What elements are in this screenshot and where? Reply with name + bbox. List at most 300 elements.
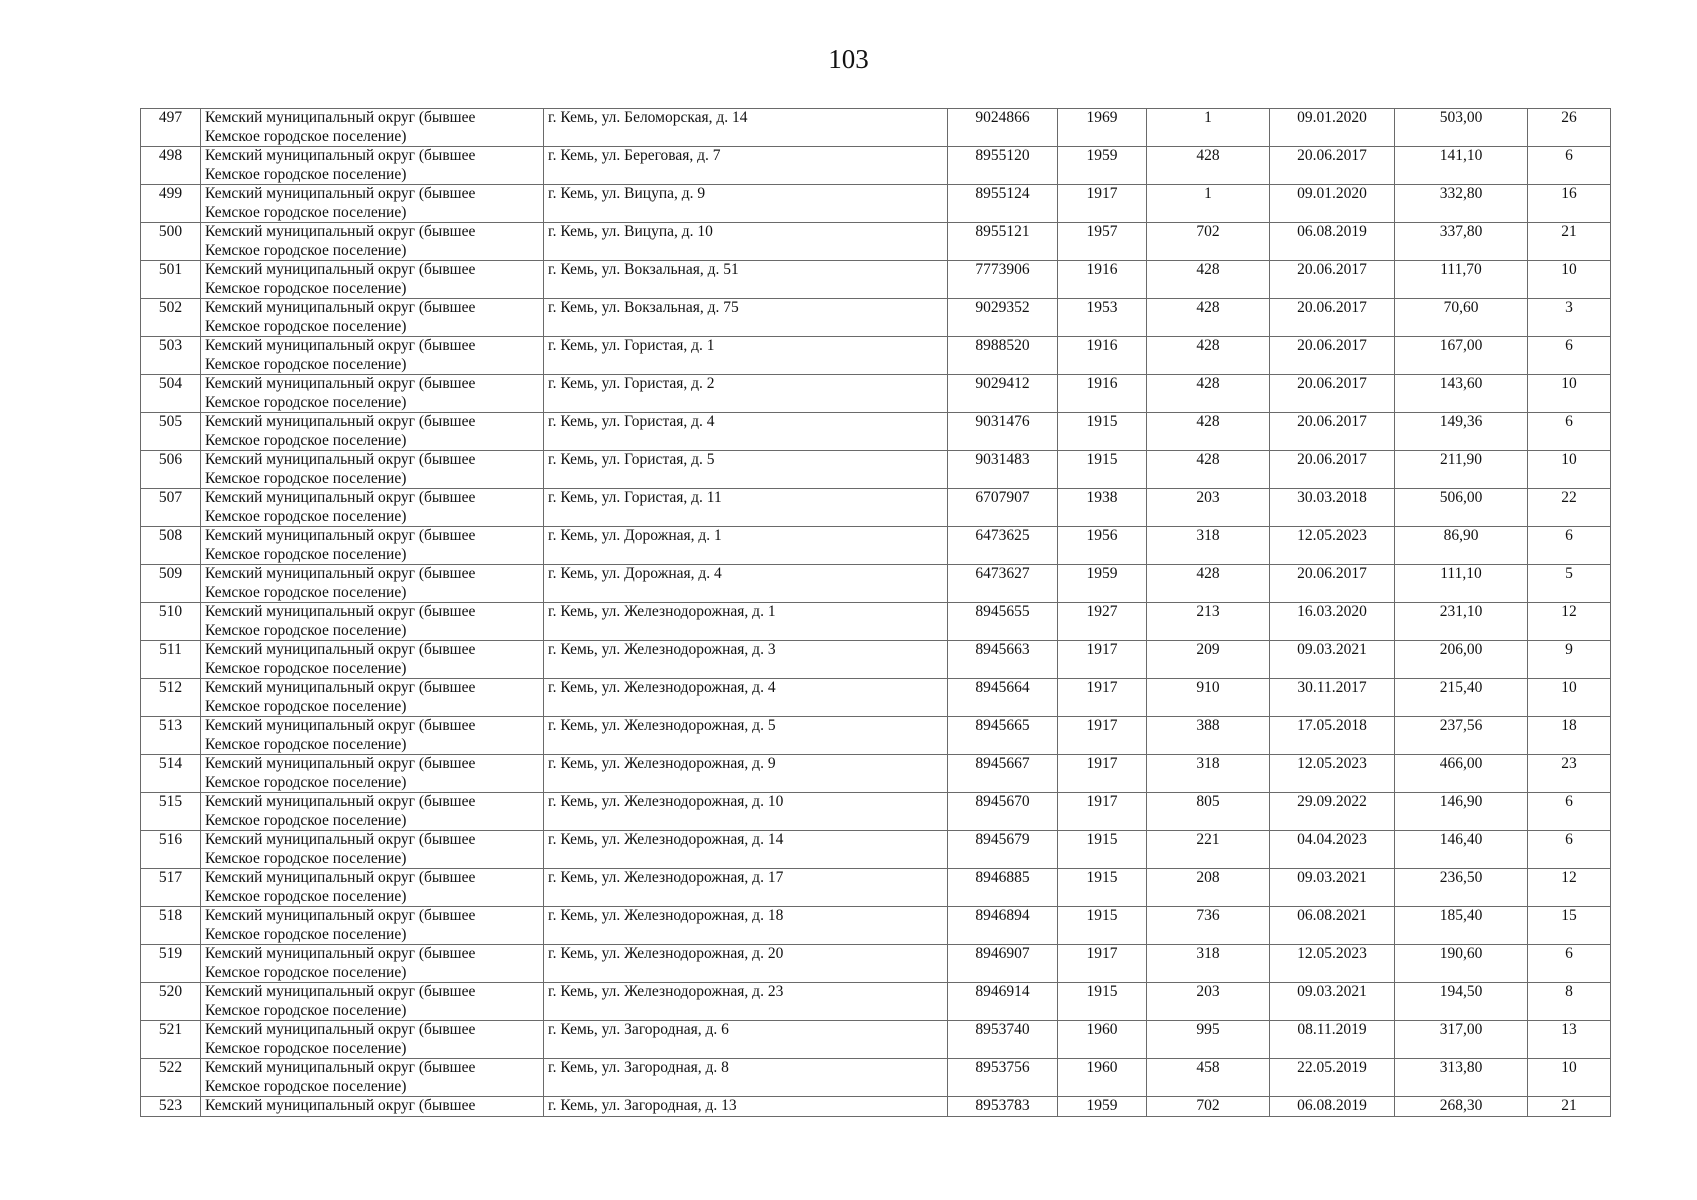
table-row — [141, 413, 1611, 451]
municipality-line: Кемский муниципальный округ (бывшее — [205, 1021, 476, 1038]
document-number-cell: 428 — [1147, 299, 1270, 337]
municipality-cell — [201, 1059, 544, 1097]
municipality-line: Кемский муниципальный округ (бывшее — [205, 831, 476, 848]
object-code-cell: 8953783 — [948, 1097, 1058, 1117]
residents-cell: 6 — [1528, 147, 1611, 185]
table-row — [141, 185, 1611, 223]
residents-cell: 6 — [1528, 793, 1611, 831]
row-number: 513 — [141, 717, 201, 755]
municipality-line: Кемский муниципальный округ (бывшее — [205, 147, 476, 164]
municipality-line: Кемский муниципальный округ (бывшее — [205, 299, 476, 316]
municipality-cell — [201, 527, 544, 565]
object-code-cell: 9029412 — [948, 375, 1058, 413]
document-number-cell: 203 — [1147, 489, 1270, 527]
municipality-cell — [201, 831, 544, 869]
residents-cell: 15 — [1528, 907, 1611, 945]
build-year-cell: 1917 — [1058, 793, 1147, 831]
row-number: 501 — [141, 261, 201, 299]
municipality-line: Кемский муниципальный округ (бывшее — [205, 1097, 476, 1114]
object-code-cell: 9029352 — [948, 299, 1058, 337]
document-date-cell: 22.05.2019 — [1270, 1059, 1395, 1097]
row-number: 520 — [141, 983, 201, 1021]
municipality-cell — [201, 109, 544, 147]
object-code-cell: 9031476 — [948, 413, 1058, 451]
area-cell: 211,90 — [1395, 451, 1528, 489]
municipality-line: Кемское городское поселение) — [205, 583, 407, 601]
document-date-cell: 12.05.2023 — [1270, 945, 1395, 983]
municipality-line: Кемское городское поселение) — [205, 735, 407, 753]
build-year-cell: 1938 — [1058, 489, 1147, 527]
document-number-cell: 203 — [1147, 983, 1270, 1021]
document-number-cell: 213 — [1147, 603, 1270, 641]
build-year-cell: 1916 — [1058, 337, 1147, 375]
municipality-line: Кемский муниципальный округ (бывшее — [205, 261, 476, 278]
table-body — [141, 109, 1611, 1117]
row-number: 518 — [141, 907, 201, 945]
residents-cell: 21 — [1528, 223, 1611, 261]
residents-cell: 10 — [1528, 1059, 1611, 1097]
document-number-cell: 318 — [1147, 527, 1270, 565]
table-row — [141, 527, 1611, 565]
document-date-cell: 09.03.2021 — [1270, 641, 1395, 679]
document-date-cell: 20.06.2017 — [1270, 375, 1395, 413]
build-year-cell: 1959 — [1058, 565, 1147, 603]
table-row — [141, 375, 1611, 413]
object-code-cell: 6473625 — [948, 527, 1058, 565]
build-year-cell: 1916 — [1058, 261, 1147, 299]
object-code-cell: 8945664 — [948, 679, 1058, 717]
municipality-line: Кемский муниципальный округ (бывшее — [205, 793, 476, 810]
address-cell: г. Кемь, ул. Гористая, д. 2 — [544, 375, 948, 413]
municipality-line: Кемское городское поселение) — [205, 545, 407, 563]
municipality-line: Кемский муниципальный округ (бывшее — [205, 451, 476, 468]
document-date-cell: 20.06.2017 — [1270, 147, 1395, 185]
document-number-cell: 428 — [1147, 337, 1270, 375]
table-row — [141, 489, 1611, 527]
document-date-cell: 30.03.2018 — [1270, 489, 1395, 527]
page-number: 103 — [828, 44, 869, 74]
object-code-cell: 8946894 — [948, 907, 1058, 945]
build-year-cell: 1960 — [1058, 1059, 1147, 1097]
document-number-cell: 702 — [1147, 1097, 1270, 1117]
residents-cell: 3 — [1528, 299, 1611, 337]
table-row — [141, 223, 1611, 261]
document-date-cell: 09.01.2020 — [1270, 109, 1395, 147]
municipality-line: Кемское городское поселение) — [205, 963, 407, 981]
municipality-cell — [201, 185, 544, 223]
municipality-cell — [201, 299, 544, 337]
area-cell: 143,60 — [1395, 375, 1528, 413]
municipality-line: Кемское городское поселение) — [205, 317, 407, 335]
residents-cell: 12 — [1528, 603, 1611, 641]
table-row — [141, 565, 1611, 603]
row-number: 523 — [141, 1097, 201, 1117]
object-code-cell: 8946914 — [948, 983, 1058, 1021]
address-cell: г. Кемь, ул. Железнодорожная, д. 1 — [544, 603, 948, 641]
document-number-cell: 318 — [1147, 945, 1270, 983]
municipality-line: Кемское городское поселение) — [205, 241, 407, 259]
object-code-cell: 8955121 — [948, 223, 1058, 261]
area-cell: 337,80 — [1395, 223, 1528, 261]
area-cell: 215,40 — [1395, 679, 1528, 717]
row-number: 512 — [141, 679, 201, 717]
document-date-cell: 12.05.2023 — [1270, 755, 1395, 793]
address-cell: г. Кемь, ул. Гористая, д. 5 — [544, 451, 948, 489]
row-number: 503 — [141, 337, 201, 375]
table-row — [141, 603, 1611, 641]
row-number: 511 — [141, 641, 201, 679]
residents-cell: 10 — [1528, 261, 1611, 299]
document-date-cell: 30.11.2017 — [1270, 679, 1395, 717]
table-row — [141, 793, 1611, 831]
municipality-cell — [201, 451, 544, 489]
table-row — [141, 261, 1611, 299]
address-cell: г. Кемь, ул. Железнодорожная, д. 5 — [544, 717, 948, 755]
table-row — [141, 983, 1611, 1021]
table-row — [141, 717, 1611, 755]
table-row — [141, 147, 1611, 185]
municipality-cell — [201, 223, 544, 261]
municipality-cell — [201, 945, 544, 983]
document-number-cell: 910 — [1147, 679, 1270, 717]
document-date-cell: 09.03.2021 — [1270, 983, 1395, 1021]
object-code-cell: 8946907 — [948, 945, 1058, 983]
area-cell: 149,36 — [1395, 413, 1528, 451]
document-number-cell: 1 — [1147, 109, 1270, 147]
object-code-cell: 8946885 — [948, 869, 1058, 907]
table-row — [141, 1021, 1611, 1059]
build-year-cell: 1917 — [1058, 641, 1147, 679]
object-code-cell: 8953756 — [948, 1059, 1058, 1097]
document-date-cell: 20.06.2017 — [1270, 565, 1395, 603]
residents-cell: 10 — [1528, 451, 1611, 489]
area-cell: 86,90 — [1395, 527, 1528, 565]
build-year-cell: 1915 — [1058, 869, 1147, 907]
municipality-line: Кемский муниципальный округ (бывшее — [205, 223, 476, 240]
object-code-cell: 8945663 — [948, 641, 1058, 679]
municipality-line: Кемское городское поселение) — [205, 1039, 407, 1057]
row-number: 497 — [141, 109, 201, 147]
address-cell: г. Кемь, ул. Железнодорожная, д. 18 — [544, 907, 948, 945]
document-date-cell: 16.03.2020 — [1270, 603, 1395, 641]
municipality-line: Кемский муниципальный округ (бывшее — [205, 489, 476, 506]
residents-cell: 8 — [1528, 983, 1611, 1021]
row-number: 505 — [141, 413, 201, 451]
document-number-cell: 428 — [1147, 565, 1270, 603]
build-year-cell: 1927 — [1058, 603, 1147, 641]
municipality-line: Кемский муниципальный округ (бывшее — [205, 565, 476, 582]
object-code-cell: 8945667 — [948, 755, 1058, 793]
municipality-line: Кемский муниципальный округ (бывшее — [205, 945, 476, 962]
municipality-cell — [201, 603, 544, 641]
municipality-cell — [201, 261, 544, 299]
address-cell: г. Кемь, ул. Железнодорожная, д. 14 — [544, 831, 948, 869]
build-year-cell: 1915 — [1058, 983, 1147, 1021]
municipality-line: Кемский муниципальный округ (бывшее — [205, 337, 476, 354]
housing-registry-table — [140, 108, 1611, 1117]
municipality-line: Кемское городское поселение) — [205, 1001, 407, 1019]
municipality-cell — [201, 983, 544, 1021]
municipality-line: Кемский муниципальный округ (бывшее — [205, 1059, 476, 1076]
area-cell: 111,70 — [1395, 261, 1528, 299]
residents-cell: 10 — [1528, 375, 1611, 413]
build-year-cell: 1917 — [1058, 679, 1147, 717]
row-number: 514 — [141, 755, 201, 793]
table-row — [141, 299, 1611, 337]
area-cell: 503,00 — [1395, 109, 1528, 147]
residents-cell: 10 — [1528, 679, 1611, 717]
municipality-line: Кемское городское поселение) — [205, 165, 407, 183]
document-number-cell: 428 — [1147, 375, 1270, 413]
municipality-line: Кемский муниципальный округ (бывшее — [205, 413, 476, 430]
municipality-line: Кемский муниципальный округ (бывшее — [205, 679, 476, 696]
build-year-cell: 1917 — [1058, 755, 1147, 793]
table-row — [141, 451, 1611, 489]
row-number: 521 — [141, 1021, 201, 1059]
municipality-line: Кемский муниципальный округ (бывшее — [205, 527, 476, 544]
document-date-cell: 29.09.2022 — [1270, 793, 1395, 831]
table-row — [141, 831, 1611, 869]
address-cell: г. Кемь, ул. Беломорская, д. 14 — [544, 109, 948, 147]
row-number: 499 — [141, 185, 201, 223]
table-row — [141, 755, 1611, 793]
area-cell: 506,00 — [1395, 489, 1528, 527]
document-date-cell: 06.08.2021 — [1270, 907, 1395, 945]
area-cell: 111,10 — [1395, 565, 1528, 603]
document-number-cell: 805 — [1147, 793, 1270, 831]
table-row — [141, 641, 1611, 679]
row-number: 500 — [141, 223, 201, 261]
document-date-cell: 20.06.2017 — [1270, 451, 1395, 489]
municipality-line: Кемское городское поселение) — [205, 811, 407, 829]
row-number: 498 — [141, 147, 201, 185]
address-cell: г. Кемь, ул. Загородная, д. 6 — [544, 1021, 948, 1059]
document-date-cell: 20.06.2017 — [1270, 261, 1395, 299]
municipality-line: Кемское городское поселение) — [205, 849, 407, 867]
build-year-cell: 1915 — [1058, 831, 1147, 869]
document-date-cell: 08.11.2019 — [1270, 1021, 1395, 1059]
address-cell: г. Кемь, ул. Гористая, д. 4 — [544, 413, 948, 451]
document-number-cell: 318 — [1147, 755, 1270, 793]
municipality-line: Кемское городское поселение) — [205, 621, 407, 639]
municipality-line: Кемское городское поселение) — [205, 925, 407, 943]
residents-cell: 6 — [1528, 945, 1611, 983]
address-cell: г. Кемь, ул. Железнодорожная, д. 10 — [544, 793, 948, 831]
address-cell: г. Кемь, ул. Вокзальная, д. 51 — [544, 261, 948, 299]
object-code-cell: 9024866 — [948, 109, 1058, 147]
document-number-cell: 209 — [1147, 641, 1270, 679]
table-row — [141, 1059, 1611, 1097]
municipality-cell — [201, 489, 544, 527]
area-cell: 206,00 — [1395, 641, 1528, 679]
residents-cell: 13 — [1528, 1021, 1611, 1059]
area-cell: 185,40 — [1395, 907, 1528, 945]
municipality-line: Кемское городское поселение) — [205, 887, 407, 905]
area-cell: 317,00 — [1395, 1021, 1528, 1059]
document-date-cell: 12.05.2023 — [1270, 527, 1395, 565]
municipality-line: Кемское городское поселение) — [205, 127, 407, 145]
residents-cell: 6 — [1528, 831, 1611, 869]
build-year-cell: 1917 — [1058, 717, 1147, 755]
build-year-cell: 1959 — [1058, 1097, 1147, 1117]
municipality-cell — [201, 565, 544, 603]
row-number: 510 — [141, 603, 201, 641]
document-number-cell: 428 — [1147, 147, 1270, 185]
address-cell: г. Кемь, ул. Загородная, д. 13 — [544, 1097, 948, 1117]
document-number-cell: 428 — [1147, 451, 1270, 489]
residents-cell: 21 — [1528, 1097, 1611, 1117]
address-cell: г. Кемь, ул. Вицупа, д. 10 — [544, 223, 948, 261]
row-number: 522 — [141, 1059, 201, 1097]
row-number: 506 — [141, 451, 201, 489]
address-cell: г. Кемь, ул. Железнодорожная, д. 20 — [544, 945, 948, 983]
table-row — [141, 337, 1611, 375]
residents-cell: 22 — [1528, 489, 1611, 527]
municipality-cell — [201, 869, 544, 907]
object-code-cell: 6473627 — [948, 565, 1058, 603]
address-cell: г. Кемь, ул. Железнодорожная, д. 9 — [544, 755, 948, 793]
residents-cell: 6 — [1528, 413, 1611, 451]
municipality-cell — [201, 375, 544, 413]
document-number-cell: 736 — [1147, 907, 1270, 945]
area-cell: 194,50 — [1395, 983, 1528, 1021]
address-cell: г. Кемь, ул. Железнодорожная, д. 3 — [544, 641, 948, 679]
build-year-cell: 1917 — [1058, 185, 1147, 223]
build-year-cell: 1917 — [1058, 945, 1147, 983]
municipality-cell — [201, 755, 544, 793]
document-number-cell: 428 — [1147, 413, 1270, 451]
document-number-cell: 221 — [1147, 831, 1270, 869]
municipality-line: Кемское городское поселение) — [205, 203, 407, 221]
municipality-cell — [201, 679, 544, 717]
residents-cell: 5 — [1528, 565, 1611, 603]
area-cell: 167,00 — [1395, 337, 1528, 375]
build-year-cell: 1969 — [1058, 109, 1147, 147]
document-date-cell: 20.06.2017 — [1270, 413, 1395, 451]
municipality-line: Кемский муниципальный округ (бывшее — [205, 185, 476, 202]
table-row — [141, 869, 1611, 907]
build-year-cell: 1915 — [1058, 413, 1147, 451]
table-row — [141, 945, 1611, 983]
object-code-cell: 8945665 — [948, 717, 1058, 755]
build-year-cell: 1915 — [1058, 451, 1147, 489]
object-code-cell: 8945655 — [948, 603, 1058, 641]
area-cell: 70,60 — [1395, 299, 1528, 337]
municipality-line: Кемский муниципальный округ (бывшее — [205, 869, 476, 886]
municipality-line: Кемский муниципальный округ (бывшее — [205, 375, 476, 392]
object-code-cell: 8945679 — [948, 831, 1058, 869]
municipality-line: Кемский муниципальный округ (бывшее — [205, 717, 476, 734]
object-code-cell: 8945670 — [948, 793, 1058, 831]
residents-cell: 23 — [1528, 755, 1611, 793]
municipality-line: Кемское городское поселение) — [205, 431, 407, 449]
row-number: 516 — [141, 831, 201, 869]
document-number-cell: 428 — [1147, 261, 1270, 299]
municipality-cell — [201, 907, 544, 945]
municipality-cell — [201, 337, 544, 375]
address-cell: г. Кемь, ул. Железнодорожная, д. 4 — [544, 679, 948, 717]
address-cell: г. Кемь, ул. Вицупа, д. 9 — [544, 185, 948, 223]
object-code-cell: 7773906 — [948, 261, 1058, 299]
area-cell: 141,10 — [1395, 147, 1528, 185]
area-cell: 466,00 — [1395, 755, 1528, 793]
row-number: 504 — [141, 375, 201, 413]
municipality-line: Кемский муниципальный округ (бывшее — [205, 907, 476, 924]
object-code-cell: 8988520 — [948, 337, 1058, 375]
table-row — [141, 679, 1611, 717]
municipality-cell — [201, 1097, 544, 1117]
document-date-cell: 09.01.2020 — [1270, 185, 1395, 223]
municipality-line: Кемский муниципальный округ (бывшее — [205, 641, 476, 658]
municipality-line: Кемский муниципальный округ (бывшее — [205, 109, 476, 126]
row-number: 515 — [141, 793, 201, 831]
row-number: 508 — [141, 527, 201, 565]
municipality-cell — [201, 413, 544, 451]
row-number: 502 — [141, 299, 201, 337]
address-cell: г. Кемь, ул. Гористая, д. 1 — [544, 337, 948, 375]
residents-cell: 18 — [1528, 717, 1611, 755]
row-number: 517 — [141, 869, 201, 907]
row-number: 519 — [141, 945, 201, 983]
row-number: 509 — [141, 565, 201, 603]
build-year-cell: 1953 — [1058, 299, 1147, 337]
address-cell: г. Кемь, ул. Дорожная, д. 4 — [544, 565, 948, 603]
table-row — [141, 109, 1611, 147]
area-cell: 190,60 — [1395, 945, 1528, 983]
build-year-cell: 1916 — [1058, 375, 1147, 413]
municipality-line: Кемское городское поселение) — [205, 279, 407, 297]
municipality-line: Кемское городское поселение) — [205, 659, 407, 677]
address-cell: г. Кемь, ул. Гористая, д. 11 — [544, 489, 948, 527]
address-cell: г. Кемь, ул. Дорожная, д. 1 — [544, 527, 948, 565]
build-year-cell: 1960 — [1058, 1021, 1147, 1059]
build-year-cell: 1959 — [1058, 147, 1147, 185]
document-number-cell: 458 — [1147, 1059, 1270, 1097]
document-number-cell: 995 — [1147, 1021, 1270, 1059]
document-date-cell: 04.04.2023 — [1270, 831, 1395, 869]
object-code-cell: 6707907 — [948, 489, 1058, 527]
document-number-cell: 208 — [1147, 869, 1270, 907]
table-row — [141, 1097, 1611, 1117]
municipality-line: Кемское городское поселение) — [205, 697, 407, 715]
object-code-cell: 8953740 — [948, 1021, 1058, 1059]
build-year-cell: 1957 — [1058, 223, 1147, 261]
municipality-cell — [201, 1021, 544, 1059]
municipality-line: Кемское городское поселение) — [205, 393, 407, 411]
object-code-cell: 9031483 — [948, 451, 1058, 489]
row-number: 507 — [141, 489, 201, 527]
build-year-cell: 1956 — [1058, 527, 1147, 565]
document-date-cell: 20.06.2017 — [1270, 299, 1395, 337]
table-row — [141, 907, 1611, 945]
document-date-cell: 17.05.2018 — [1270, 717, 1395, 755]
residents-cell: 9 — [1528, 641, 1611, 679]
document-date-cell: 06.08.2019 — [1270, 223, 1395, 261]
residents-cell: 16 — [1528, 185, 1611, 223]
municipality-line: Кемское городское поселение) — [205, 507, 407, 525]
area-cell: 332,80 — [1395, 185, 1528, 223]
document-number-cell: 388 — [1147, 717, 1270, 755]
address-cell: г. Кемь, ул. Вокзальная, д. 75 — [544, 299, 948, 337]
municipality-line: Кемский муниципальный округ (бывшее — [205, 983, 476, 1000]
document-date-cell: 20.06.2017 — [1270, 337, 1395, 375]
area-cell: 146,90 — [1395, 793, 1528, 831]
document-date-cell: 09.03.2021 — [1270, 869, 1395, 907]
municipality-line: Кемский муниципальный округ (бывшее — [205, 755, 476, 772]
build-year-cell: 1915 — [1058, 907, 1147, 945]
area-cell: 231,10 — [1395, 603, 1528, 641]
area-cell: 236,50 — [1395, 869, 1528, 907]
